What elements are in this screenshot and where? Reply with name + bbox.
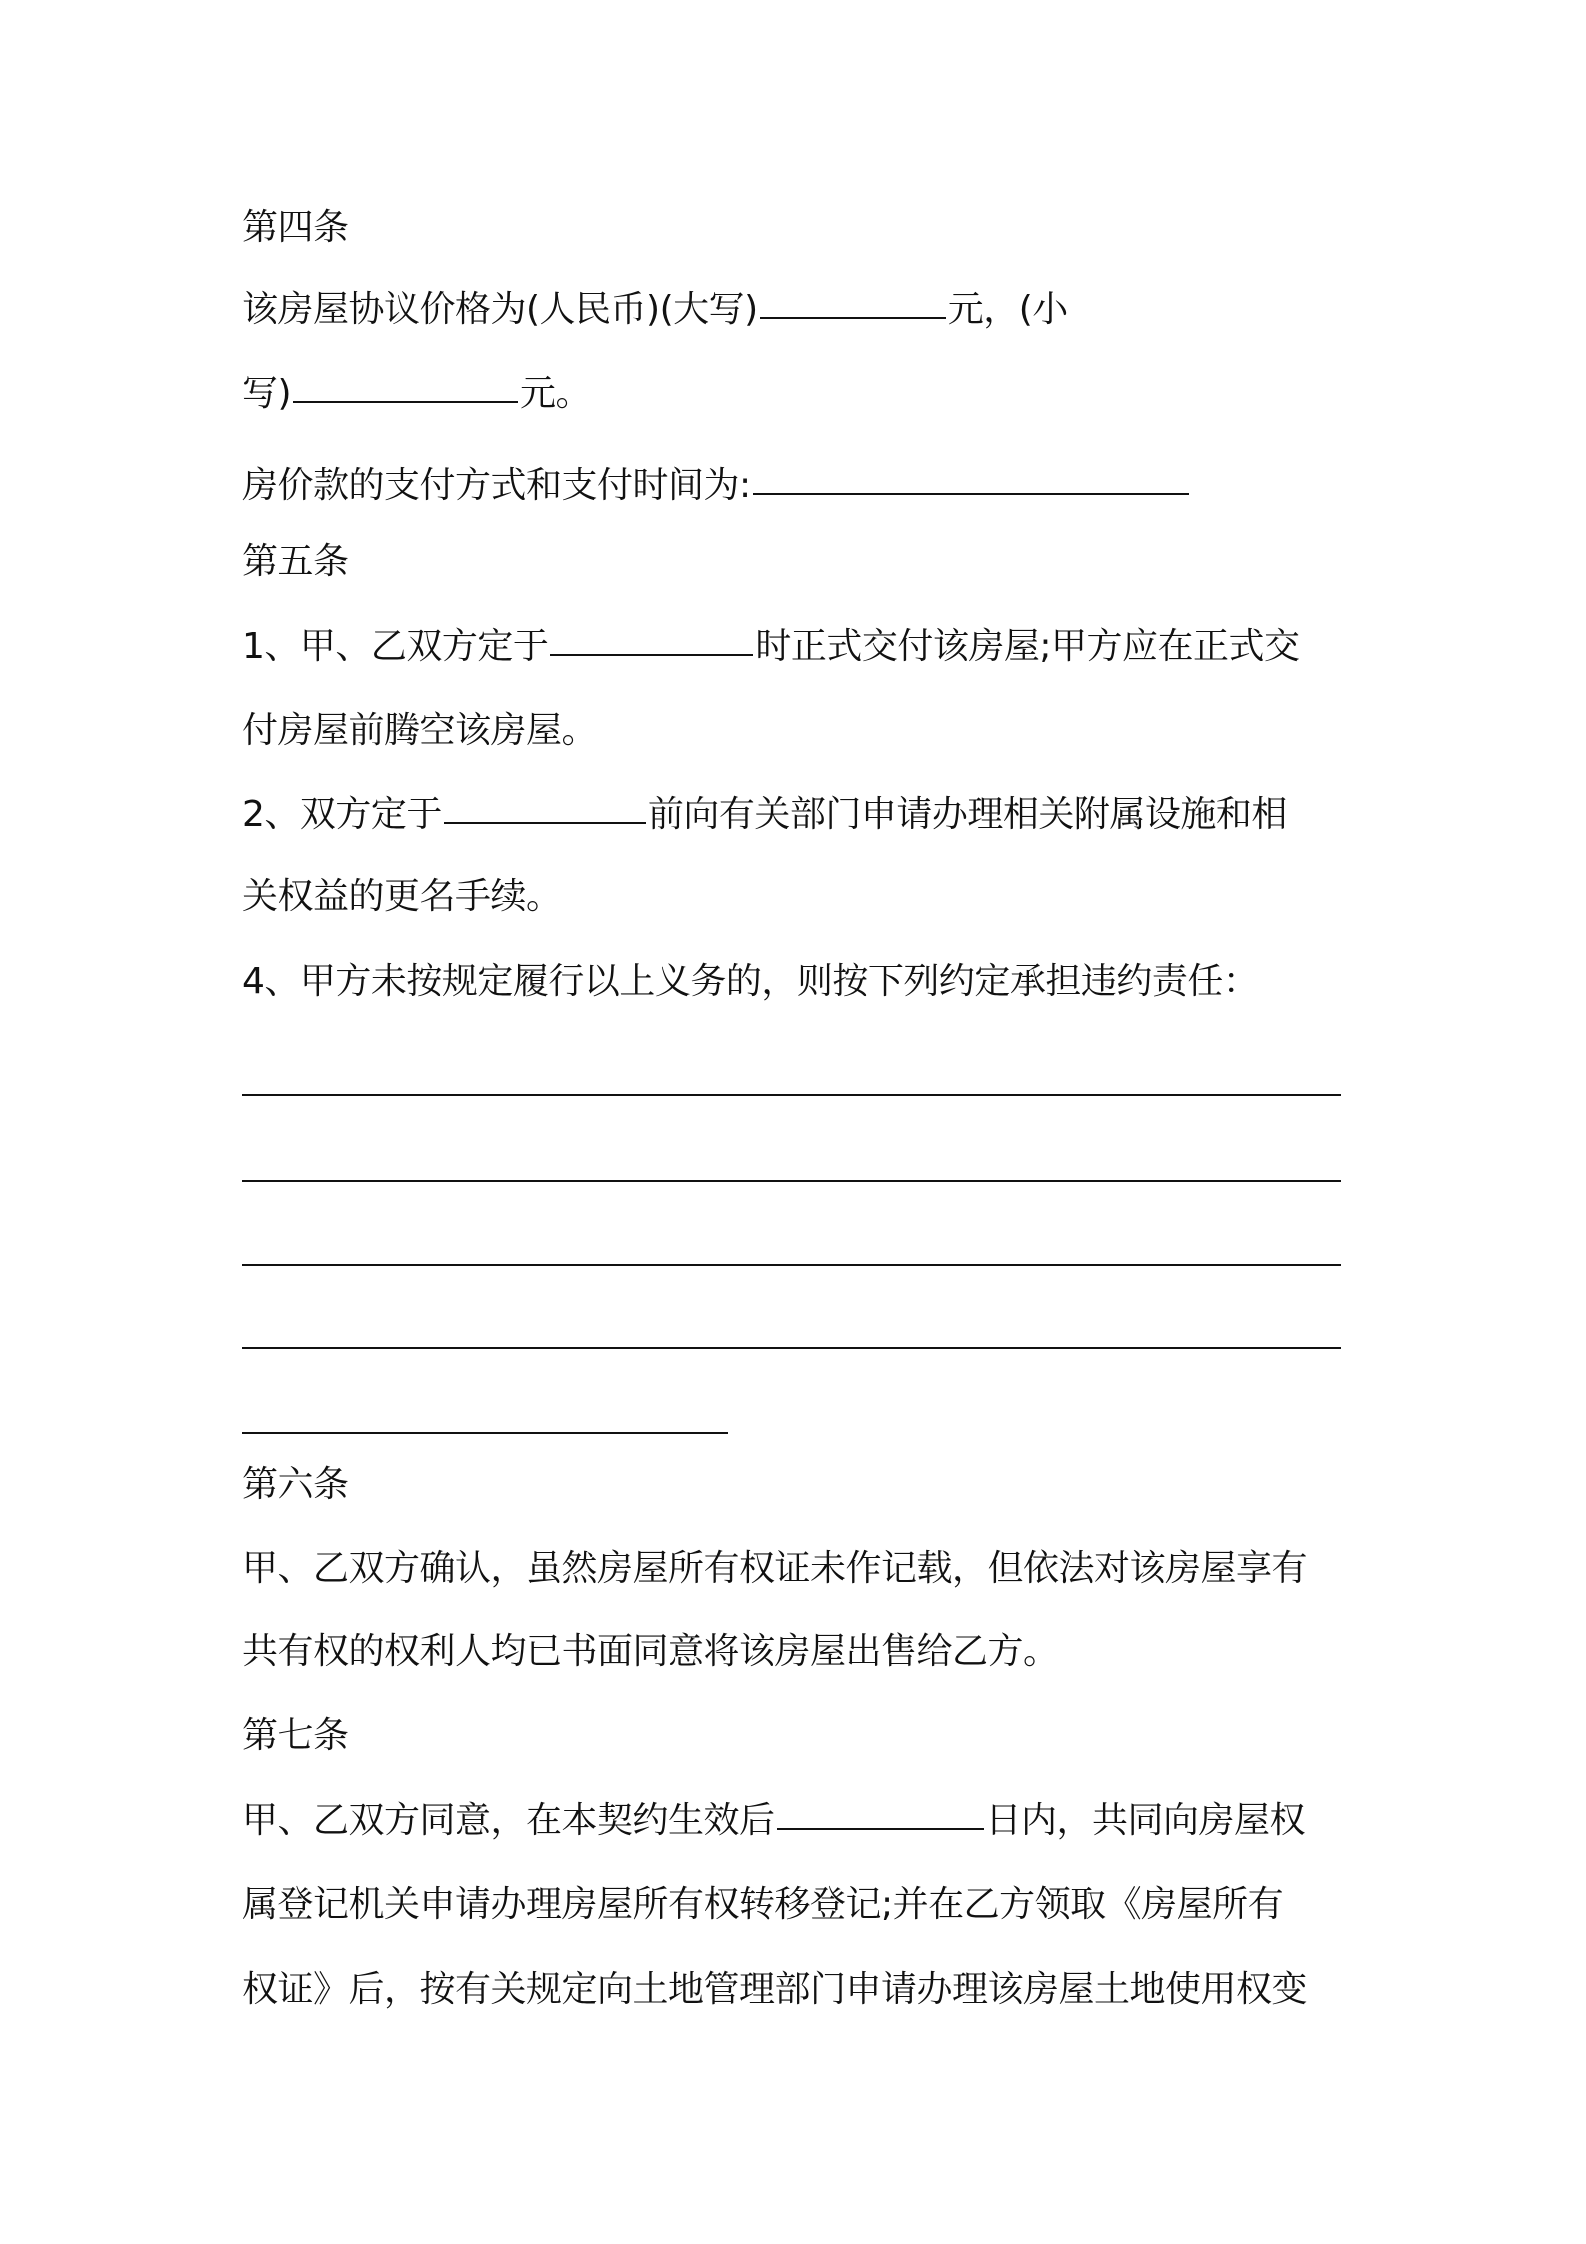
item-text: 日内，共同向房屋权 (985, 1800, 1306, 1841)
article-5-item-2-cont: 关权益的更名手续。 (242, 876, 562, 917)
article-6-line: 甲、乙双方确认，虽然房屋所有权证未作记载，但依法对该房屋享有 (242, 1548, 1308, 1589)
liability-blank-line[interactable] (242, 1432, 728, 1434)
price-text: 该房屋协议价格为(人民币)(大写) (242, 289, 758, 330)
article-7-heading: 第七条 (242, 1715, 349, 1756)
liability-blank-line[interactable] (242, 1180, 1341, 1182)
price-text: 元。 (520, 373, 592, 414)
article-5-heading: 第五条 (242, 541, 349, 582)
item-text: 时正式交付该房屋;甲方应在正式交 (755, 626, 1300, 667)
item-text: 2、双方定于 (242, 794, 442, 835)
item-text: 前向有关部门申请办理相关附属设施和相 (647, 794, 1287, 835)
article-5-item-1-cont: 付房屋前腾空该房屋。 (242, 710, 598, 751)
article-4-heading: 第四条 (242, 207, 349, 248)
item-text: 1、甲、乙双方定于 (242, 626, 549, 667)
liability-blank-line[interactable] (242, 1264, 1341, 1266)
article-5-item-1 (242, 624, 1300, 670)
article-6-line: 共有权的权利人均已书面同意将该房屋出售给乙方。 (242, 1631, 1059, 1672)
payment-text: 房价款的支付方式和支付时间为: (242, 465, 751, 506)
rename-date-blank[interactable] (444, 792, 646, 824)
article-5-item-2 (242, 792, 1287, 838)
price-text: 元，(小 (947, 289, 1068, 330)
payment-line (242, 463, 1191, 509)
price-uppercase-blank[interactable] (760, 287, 946, 319)
article-7-line (242, 1798, 1305, 1844)
delivery-date-blank[interactable] (550, 624, 753, 656)
price-lowercase-blank[interactable] (293, 371, 518, 403)
article-7-line: 属登记机关申请办理房屋所有权转移登记;并在乙方领取《房屋所有 (242, 1884, 1284, 1925)
liability-blank-line[interactable] (242, 1094, 1341, 1096)
article-6-heading: 第六条 (242, 1464, 349, 1505)
price-line-2 (242, 371, 591, 417)
price-text: 写) (242, 373, 292, 414)
item-text: 甲、乙双方同意，在本契约生效后 (242, 1800, 775, 1841)
article-7-line: 权证》后，按有关规定向土地管理部门申请办理该房屋土地使用权变 (242, 1969, 1308, 2010)
payment-blank[interactable] (753, 463, 1189, 495)
price-line (242, 287, 1068, 333)
article-5-item-4: 4、甲方未按规定履行以上义务的，则按下列约定承担违约责任： (242, 961, 1259, 1002)
liability-blank-line[interactable] (242, 1347, 1341, 1349)
days-blank[interactable] (777, 1798, 984, 1830)
